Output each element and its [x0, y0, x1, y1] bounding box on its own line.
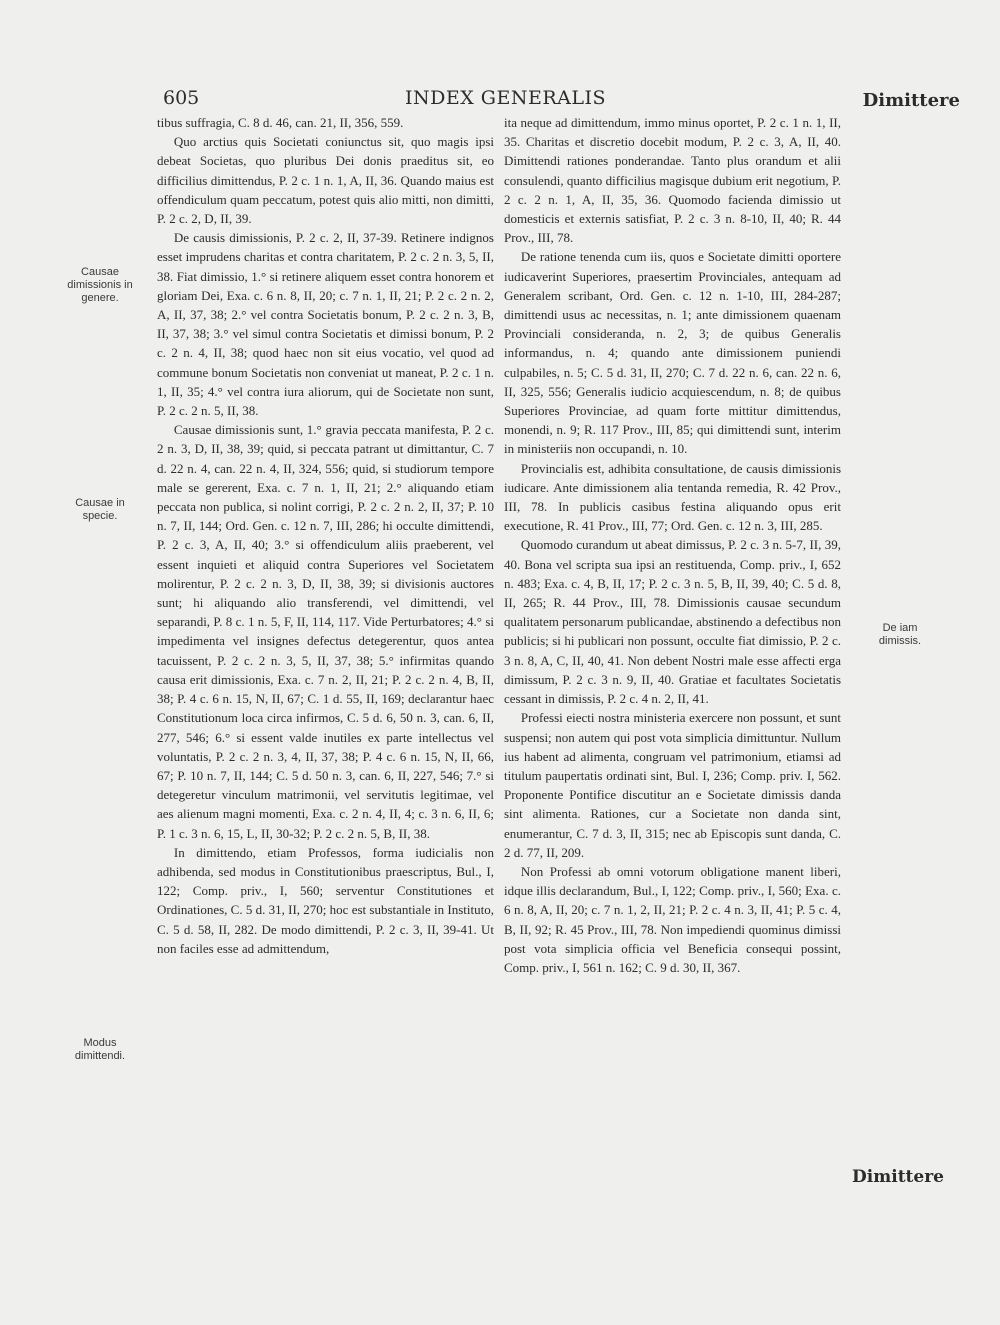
left-paragraph-2: Quo arctius quis Societati coniunctus sit, quo magis ipsi debeat Societas, quo pluribus Dei donis praeditus sit, eo difficilius dimittendus, P. 2 c. 1 n. 1, A, II, 36. Quando maius est offendiculum quam peccatum, potest quis alio mitti, non dimitti, P. 2 c. 2, D, II, 39. [157, 134, 494, 227]
running-title: INDEX GENERALIS [405, 87, 607, 109]
right-paragraph-6: Non Professi ab omni votorum obligatione manent liberi, idque illis declarandum, Bul., I, 122; Comp. priv., I, 560; Exa. c. 6 n. 8, A, II, 20; c. 7 n. 1, 2, II, 21; P. 2 c. 4 n. 3, II, 41; P. 5 c. 4, B, II, 92; R. 45 Prov., III, 78. Non impediendi quominus dimissi post vota simplicia officia vel Beneficia consequi possint, Comp. priv., I, 561 n. 162; C. 9 d. 30, II, 367. [504, 863, 841, 975]
catchword-top: Dimittere [862, 90, 960, 111]
right-column [504, 113, 841, 977]
left-column [157, 113, 494, 958]
left-paragraph-3: De causis dimissionis, P. 2 c. 2, II, 37-39. Retinere indignos esset imprudens charitas et contra charitatem, P. 2 c. 2 n. 3, 5, II, 38. Fiat dimissio, 1.° si retinere aliquem esset contra honorem et gloriam Dei, Exa. c. 6 n. 8, II, 20; c. 7 n. 1, II, 21; P. 2 c. 2 n. 2, A, II, 37, 38; 2.° vel contra Societatis bonum, P. 2 c. 2 n. 3, B, II, 37, 38; 3.° vel simul contra Societatis et dimissi bonum, P. 2 c. 2 n. 4, II, 38; quod haec non sit eius vocatio, vel quod ad commune bonum Societatis non conveniat ut maneat, P. 2 c. 1 n. 1, II, 35; 4.° vel contra iura aliorum, qui de Societate non sunt, P. 2 c. 2 n. 5, II, 38. [157, 230, 494, 419]
left-paragraph-4: Causae dimissionis sunt, 1.° gravia peccata manifesta, P. 2 c. 2 n. 3, D, II, 38, 39; quid, si peccata patrant ut dimittantur, C. 7 d. 22 n. 4, can. 22 n. 4, II, 324, 556; quid, si studiorum tempore male se gererent, Exa. c. 7 n. 1, II, 21; 2.° aliquando etiam peccata non publica, si nolint corrigi, P. 2 c. 2 n. 2, II, 37; P. 10 n. 7, II, 144; Ord. Gen. c. 12 n. 7, III, 286; hi occulte dimittendi, P. 2 c. 3, A, II, 40; 3.° si offendiculum aliis praeberent, vel essent inquieti et aliquid contra Superiores vel Societatem molirentur, P. 2 c. 2 n. 3, D, II, 38, 39; si divisionis auctores sunt; hi aliquando alio transferendi, vel dimittendi, vel separandi, P. 8 c. 1 n. 5, F, II, 114, 117. Vide Perturbatores; 4.° si impedimenta vel insignes defectus detegerentur, quos antea tacuissent, P. 2 c. 2 n. 3, 5, II, 37, 38; 5.° infirmitas quando causa erit dimissionis, Exa. c. 7 n. 2, II, 21; P. 2 c. 2 n. 4, B, II, 38; P. 4 c. 6 n. 15, N, II, 67; C. 1 d. 55, II, 169; declarantur haec Constitutionum loca circa infirmos, C. 5 d. 6, 50 n. 3, can. 6, II, 277, 546; 6.° si essent valde inutiles ex parte intellectus vel voluntatis, P. 2 c. 2 n. 3, 4, II, 37, 38; P. 4 c. 6 n. 15, N, II, 66, 67; P. 10 n. 7, II, 144; C. 5 d. 50 n. 3, can. 6, II, 227, 546; 7.° si detegeretur vinculum matrimonii, vel servitutis legitimae, vel aes alienum magni momenti, Exa. c. 2 n. 4, II, 4; c. 3 n. 6, II, 6; P. 1 c. 3 n. 6, 15, L, II, 30-32; P. 2 c. 2 n. 5, B, II, 38. [157, 422, 494, 841]
right-paragraph-1: ita neque ad dimittendum, immo minus oportet, P. 2 c. 1 n. 1, II, 35. Charitas et discretio docebit modum, P. 2 c. 3, A, II, 40. Dimittendi rationes ponderandae. Tanto plus orandum et alii consulendi, quanto difficilius magisque dubium erit negotium, P. 2 c. 2 n. 1, A, II, 35, 36. Quomodo facienda dimissio ut domesticis et externis satisfiat, P. 2 c. 3 n. 8-10, II, 40; R. 44 Prov., III, 78. [504, 115, 841, 246]
page-number: 605 [163, 87, 200, 109]
catchword-bottom: Dimittere [852, 1167, 944, 1187]
right-paragraph-5: Professi eiecti nostra ministeria exercere non possunt, et sunt suspensi; non autem qui post vota simplicia dimittuntur. Nullum ius habent ad alimenta, congruam vel patrimonium, etiamsi ad titulum paupertatis ordinati sint, Bul. I, 236; Comp. priv. I, 562. Proponente Pontifice discutitur an e Societate dimissis danda sint alimenta. Rationes, cur a Societate non danda sint, enumerantur, C. 7 d. 3, II, 315; nec ab Episcopis sunt danda, C. 2 d. 77, II, 209. [504, 710, 841, 860]
right-paragraph-4: Quomodo curandum ut abeat dimissus, P. 2 c. 3 n. 5-7, II, 39, 40. Bona vel scripta sua ipsi an restituenda, Comp. priv., I, 652 n. 483; Exa. c. 4, B, II, 17; P. 2 c. 3 n. 5, B, II, 39, 40; C. 5 d. 8, II, 265; R. 44 Prov., III, 78. Dimissionis causae secundum qualitatem personarum publicandae, abstinendo a defectibus non publicis; si hi publicari non possunt, occulte fiat dimissio, P. 2 c. 3 n. 8, A, C, II, 40, 41. Non debent Nostri male esse affecti erga dimissum, P. 2 c. 3 n. 9, II, 40. Gratiae et facultates Societatis cessant in dimissis, P. 2 c. 4 n. 2, II, 41. [504, 537, 841, 707]
left-paragraph-5: In dimittendo, etiam Professos, forma iudicialis non adhibenda, sed modus in Constitutionibus praescriptus, Bul., I, 122; Comp. priv., I, 560; serventur Constitutiones et Ordinationes, C. 5 d. 31, II, 270; hoc est substantiale in Instituto, C. 5 d. 58, II, 282. De modo dimittendi, P. 2 c. 3, II, 39-41. Ut non faciles esse ad admittendum, [157, 844, 494, 956]
margin-note-causae-specie: Causae in specie. [75, 497, 125, 522]
margin-note-causae-genere: Causae dimissionis in genere. [67, 266, 133, 304]
right-paragraph-3: Provincialis est, adhibita consultatione, de causis dimissionis iudicare. Ante dimissionem alia tentanda remedia, R. 42 Prov., III, 78. In publicis casibus festina aliquando opus erit executione, R. 41 Prov., III, 77; Ord. Gen. c. 12 n. 3, III, 285. [504, 460, 841, 534]
left-paragraph-1: tibus suffragia, C. 8 d. 46, can. 21, II, 356, 559. [157, 115, 404, 130]
margin-note-de-iam-dimissis: De iam dimissis. [878, 622, 922, 647]
margin-note-modus: Modus dimittendi. [74, 1037, 126, 1062]
right-paragraph-2: De ratione tenenda cum iis, quos e Societate dimitti oportere iudicaverint Superiores, praesertim Provinciales, antequam ad Generalem scribant, Ord. Gen. c. 12 n. 1-10, III, 284-287; dimittendi usus ac necessitas, n. 1; ante dimissionem quaenam Provinciali consideranda, n. 2, 3; de quibus Generalis informandus, n. 4; quando ante dimissionem puniendi culpabiles, n. 5; C. 5 d. 31, II, 270; C. 7 d. 22 n. 6, can. 22 n. 6, II, 325, 556; Generalis iudicio acquiescendum, n. 8; de quibus Superiores Provinciae, ad quam forte mittitur dimittendus, monendi, n. 9; R. 117 Prov., III, 85; qui dimittendi sunt, interim in ministeriis non occupandi, n. 10. [504, 249, 841, 457]
